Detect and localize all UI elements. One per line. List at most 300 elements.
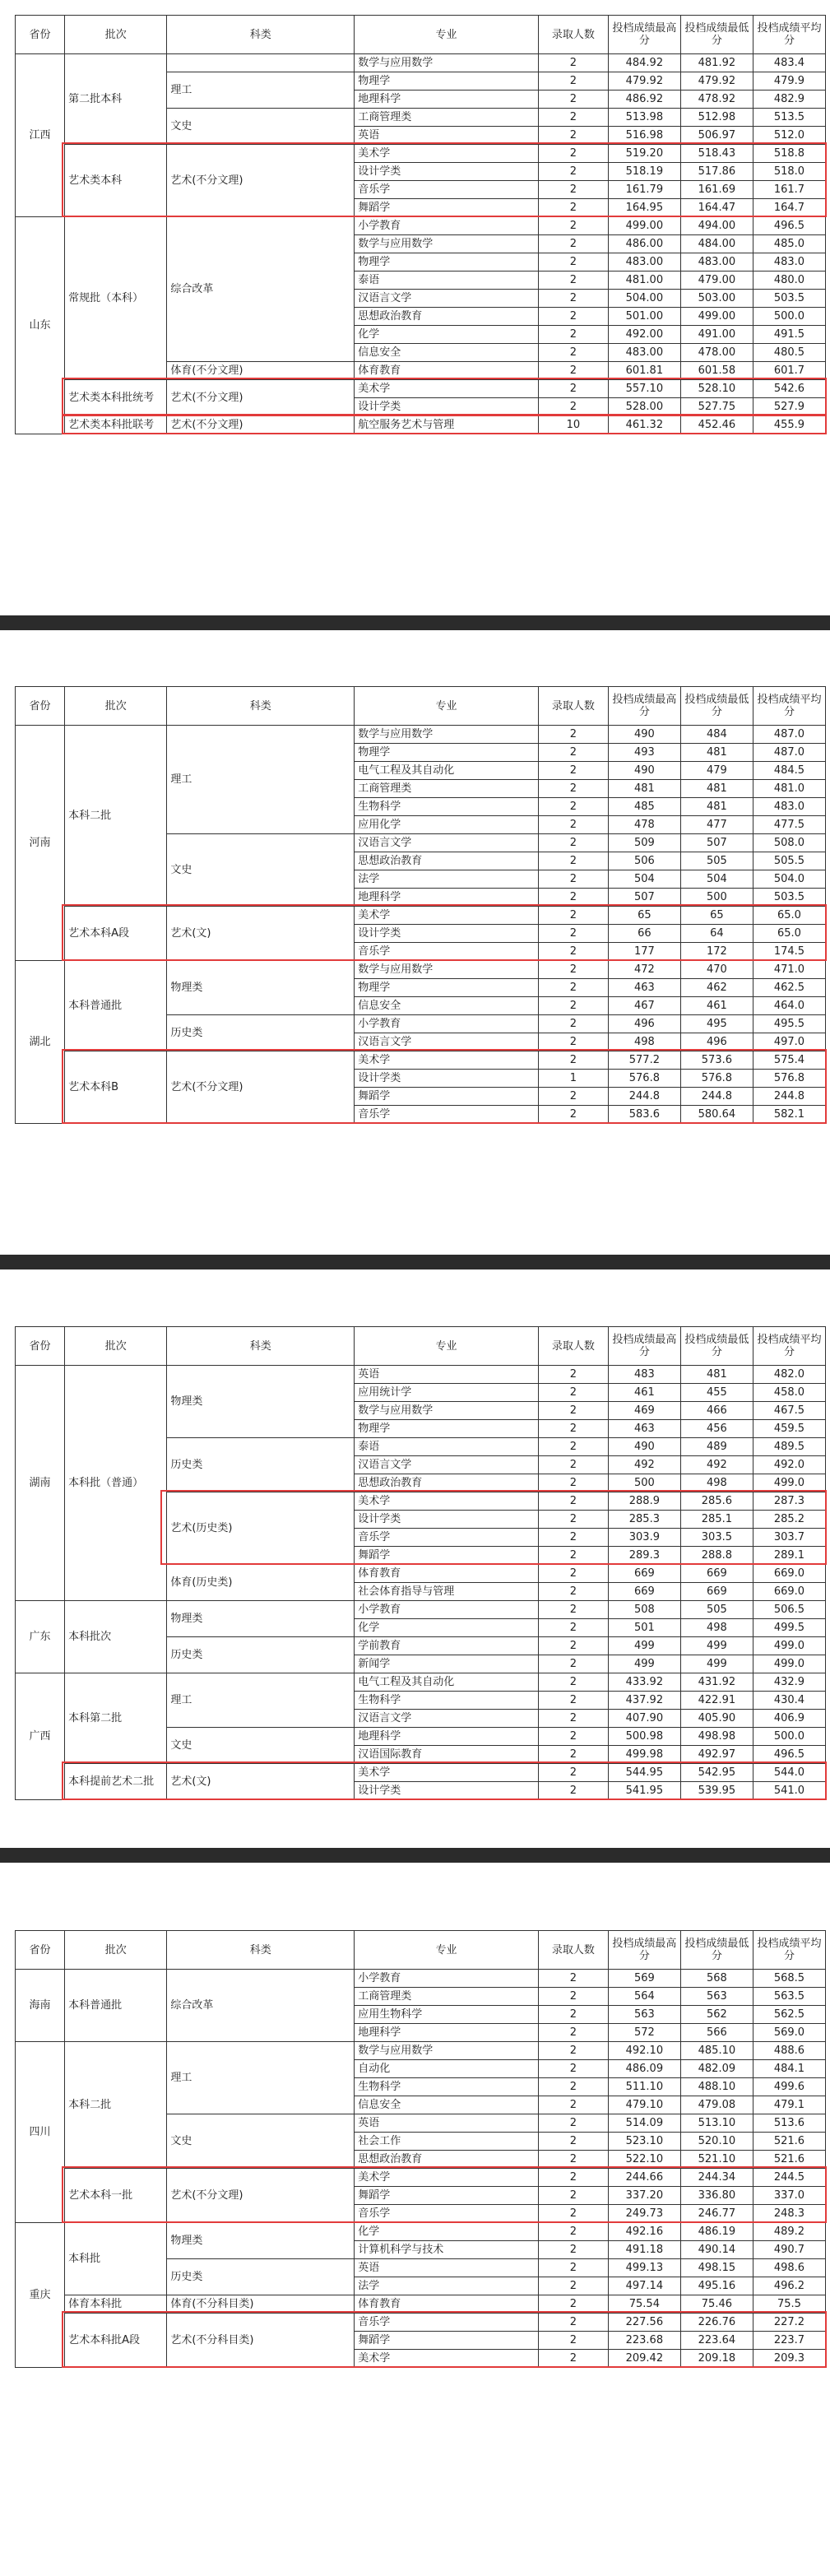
min-score-cell: 573.6 [680, 1051, 753, 1070]
avg-score-cell: 488.6 [753, 2042, 825, 2060]
min-score-cell: 528.10 [680, 380, 753, 398]
min-score-cell: 485.10 [680, 2042, 753, 2060]
avg-score-cell: 485.0 [753, 235, 825, 253]
avg-score-cell: 518.0 [753, 163, 825, 181]
avg-score-cell: 487.0 [753, 726, 825, 744]
max-score-cell: 285.3 [608, 1511, 680, 1529]
avg-score-cell: 289.1 [753, 1547, 825, 1565]
category-cell: 体育(历史类) [167, 1565, 355, 1601]
major-cell: 设计学类 [355, 1070, 539, 1088]
max-score-cell: 572 [608, 2024, 680, 2042]
max-score-cell: 499 [608, 1655, 680, 1673]
avg-score-cell: 563.5 [753, 1988, 825, 2006]
batch-cell: 艺术类本科批联考 [65, 416, 167, 434]
avg-score-cell: 458.0 [753, 1384, 825, 1402]
min-score-cell: 507 [680, 834, 753, 852]
batch-cell: 体育本科批 [65, 2295, 167, 2314]
batch-cell: 艺术本科一批 [65, 2169, 167, 2223]
column-header: 专业 [355, 687, 539, 726]
major-cell: 思想政治教育 [355, 852, 539, 870]
max-score-cell: 227.56 [608, 2314, 680, 2332]
enrolled-count-cell: 2 [538, 997, 608, 1015]
table-row [16, 2042, 826, 2060]
avg-score-cell: 483.0 [753, 798, 825, 816]
avg-score-cell: 500.0 [753, 1728, 825, 1746]
category-cell: 综合改革 [167, 1970, 355, 2042]
min-score-cell: 461 [680, 997, 753, 1015]
major-cell: 美术学 [355, 1492, 539, 1511]
max-score-cell: 492.00 [608, 326, 680, 344]
major-cell: 舞蹈学 [355, 2187, 539, 2205]
max-score-cell: 499 [608, 1637, 680, 1655]
major-cell: 汉语言文学 [355, 1456, 539, 1474]
avg-score-cell: 499.5 [753, 1619, 825, 1637]
min-score-cell: 65 [680, 907, 753, 925]
major-cell: 汉语言文学 [355, 1033, 539, 1051]
avg-score-cell: 479.9 [753, 72, 825, 91]
avg-score-cell: 482.9 [753, 91, 825, 109]
category-cell: 体育(不分文理) [167, 362, 355, 380]
enrolled-count-cell: 2 [538, 253, 608, 272]
enrolled-count-cell: 2 [538, 2350, 608, 2368]
province-cell: 广东 [16, 1601, 65, 1673]
category-cell: 理工 [167, 1673, 355, 1728]
min-score-cell: 517.86 [680, 163, 753, 181]
avg-score-cell: 161.7 [753, 181, 825, 199]
major-cell: 舞蹈学 [355, 1088, 539, 1106]
avg-score-cell: 483.0 [753, 253, 825, 272]
major-cell: 体育教育 [355, 2295, 539, 2314]
max-score-cell: 463 [608, 1420, 680, 1438]
header-row [16, 1327, 826, 1366]
min-score-cell: 495.16 [680, 2277, 753, 2295]
enrolled-count-cell: 2 [538, 889, 608, 907]
category-cell: 文史 [167, 109, 355, 145]
table-row [16, 2314, 826, 2332]
column-header: 投档成绩最低分 [680, 16, 753, 54]
category-cell: 物理类 [167, 2223, 355, 2259]
major-cell: 英语 [355, 2259, 539, 2277]
max-score-cell: 481 [608, 780, 680, 798]
major-cell: 舞蹈学 [355, 199, 539, 217]
major-cell: 体育教育 [355, 362, 539, 380]
table-row [16, 1673, 826, 1692]
major-cell: 音乐学 [355, 1529, 539, 1547]
enrolled-count-cell: 2 [538, 1764, 608, 1782]
category-cell: 文史 [167, 1728, 355, 1764]
avg-score-cell: 492.0 [753, 1456, 825, 1474]
enrolled-count-cell: 2 [538, 1710, 608, 1728]
max-score-cell: 244.8 [608, 1088, 680, 1106]
enrolled-count-cell: 2 [538, 54, 608, 72]
major-cell: 信息安全 [355, 344, 539, 362]
max-score-cell: 483 [608, 1366, 680, 1384]
table-row [16, 2223, 826, 2241]
min-score-cell: 431.92 [680, 1673, 753, 1692]
max-score-cell: 499.13 [608, 2259, 680, 2277]
major-cell: 化学 [355, 2223, 539, 2241]
major-cell: 美术学 [355, 380, 539, 398]
enrolled-count-cell: 2 [538, 979, 608, 997]
min-score-cell: 479.92 [680, 72, 753, 91]
enrolled-count-cell: 2 [538, 235, 608, 253]
major-cell: 物理学 [355, 72, 539, 91]
min-score-cell: 484.00 [680, 235, 753, 253]
enrolled-count-cell: 2 [538, 2078, 608, 2096]
min-score-cell: 456 [680, 1420, 753, 1438]
avg-score-cell: 482.0 [753, 1366, 825, 1384]
major-cell: 英语 [355, 2114, 539, 2133]
min-score-cell: 478.92 [680, 91, 753, 109]
avg-score-cell: 569.0 [753, 2024, 825, 2042]
batch-cell: 艺术本科批A段 [65, 2314, 167, 2368]
major-cell: 设计学类 [355, 1511, 539, 1529]
column-header: 科类 [167, 1931, 355, 1970]
min-score-cell: 479 [680, 762, 753, 780]
enrolled-count-cell: 2 [538, 2314, 608, 2332]
column-header: 投档成绩最低分 [680, 1931, 753, 1970]
enrolled-count-cell: 2 [538, 1474, 608, 1492]
max-score-cell: 499.98 [608, 1746, 680, 1764]
enrolled-count-cell: 2 [538, 1673, 608, 1692]
province-cell: 江西 [16, 54, 65, 217]
province-cell: 广西 [16, 1673, 65, 1800]
category-cell: 艺术(不分文理) [167, 416, 355, 434]
min-score-cell: 494.00 [680, 217, 753, 235]
min-score-cell: 477 [680, 816, 753, 834]
batch-cell: 艺术本科A段 [65, 907, 167, 961]
max-score-cell: 576.8 [608, 1070, 680, 1088]
category-cell: 理工 [167, 726, 355, 834]
min-score-cell: 164.47 [680, 199, 753, 217]
major-cell: 新闻学 [355, 1655, 539, 1673]
avg-score-cell: 430.4 [753, 1692, 825, 1710]
batch-cell: 艺术类本科批统考 [65, 380, 167, 416]
admission-table [15, 1930, 826, 2368]
enrolled-count-cell: 2 [538, 1655, 608, 1673]
max-score-cell: 469 [608, 1402, 680, 1420]
major-cell: 舞蹈学 [355, 2332, 539, 2350]
min-score-cell: 518.43 [680, 145, 753, 163]
enrolled-count-cell: 2 [538, 91, 608, 109]
batch-cell: 本科批（普通） [65, 1366, 167, 1601]
min-score-cell: 209.18 [680, 2350, 753, 2368]
enrolled-count-cell: 2 [538, 1492, 608, 1511]
min-score-cell: 484 [680, 726, 753, 744]
table-row [16, 416, 826, 434]
table-row [16, 380, 826, 398]
major-cell: 英语 [355, 127, 539, 145]
avg-score-cell: 499.6 [753, 2078, 825, 2096]
max-score-cell: 486.00 [608, 235, 680, 253]
avg-score-cell: 521.6 [753, 2133, 825, 2151]
enrolled-count-cell: 2 [538, 109, 608, 127]
min-score-cell: 568 [680, 1970, 753, 1988]
major-cell: 应用统计学 [355, 1384, 539, 1402]
table-row [16, 907, 826, 925]
max-score-cell: 557.10 [608, 380, 680, 398]
avg-score-cell: 513.5 [753, 109, 825, 127]
min-score-cell: 285.1 [680, 1511, 753, 1529]
max-score-cell: 497.14 [608, 2277, 680, 2295]
major-cell: 自动化 [355, 2060, 539, 2078]
major-cell: 汉语言文学 [355, 834, 539, 852]
column-header: 省份 [16, 687, 65, 726]
enrolled-count-cell: 2 [538, 1728, 608, 1746]
enrolled-count-cell: 2 [538, 2295, 608, 2314]
max-score-cell: 519.20 [608, 145, 680, 163]
column-header: 投档成绩最高分 [608, 16, 680, 54]
avg-score-cell: 496.5 [753, 217, 825, 235]
major-cell: 体育教育 [355, 1565, 539, 1583]
major-cell: 地理科学 [355, 889, 539, 907]
major-cell: 泰语 [355, 272, 539, 290]
min-score-cell: 505 [680, 852, 753, 870]
province-cell: 山东 [16, 217, 65, 434]
major-cell: 美术学 [355, 145, 539, 163]
category-cell: 理工 [167, 2042, 355, 2114]
table-row [16, 726, 826, 744]
max-score-cell: 461 [608, 1384, 680, 1402]
category-cell: 艺术(不分科目类) [167, 2314, 355, 2368]
major-cell: 小学教育 [355, 1601, 539, 1619]
max-score-cell: 501 [608, 1619, 680, 1637]
major-cell: 数学与应用数学 [355, 726, 539, 744]
category-cell: 历史类 [167, 2259, 355, 2295]
avg-score-cell: 541.0 [753, 1782, 825, 1800]
min-score-cell: 479.08 [680, 2096, 753, 2114]
enrolled-count-cell: 2 [538, 2205, 608, 2223]
column-header: 省份 [16, 1327, 65, 1366]
section-divider [0, 1848, 830, 1863]
min-score-cell: 498 [680, 1474, 753, 1492]
batch-cell: 本科批 [65, 2223, 167, 2295]
province-cell: 重庆 [16, 2223, 65, 2368]
column-header: 投档成绩最高分 [608, 687, 680, 726]
min-score-cell: 520.10 [680, 2133, 753, 2151]
avg-score-cell: 462.5 [753, 979, 825, 997]
max-score-cell: 66 [608, 925, 680, 943]
enrolled-count-cell: 2 [538, 834, 608, 852]
major-cell: 设计学类 [355, 163, 539, 181]
enrolled-count-cell: 2 [538, 2024, 608, 2042]
province-cell: 湖北 [16, 961, 65, 1124]
table-row [16, 1051, 826, 1070]
min-score-cell: 499.00 [680, 308, 753, 326]
table-row [16, 145, 826, 163]
min-score-cell: 226.76 [680, 2314, 753, 2332]
major-cell: 信息安全 [355, 997, 539, 1015]
major-cell: 应用化学 [355, 816, 539, 834]
enrolled-count-cell: 2 [538, 2114, 608, 2133]
max-score-cell: 498 [608, 1033, 680, 1051]
major-cell: 数学与应用数学 [355, 961, 539, 979]
enrolled-count-cell: 2 [538, 1970, 608, 1988]
enrolled-count-cell: 2 [538, 798, 608, 816]
max-score-cell: 509 [608, 834, 680, 852]
category-cell [167, 54, 355, 72]
header-row [16, 16, 826, 54]
max-score-cell: 303.9 [608, 1529, 680, 1547]
batch-cell: 本科普通批 [65, 1970, 167, 2042]
category-cell: 艺术(不分文理) [167, 145, 355, 217]
batch-cell: 本科提前艺术二批 [65, 1764, 167, 1800]
min-score-cell: 492.97 [680, 1746, 753, 1764]
major-cell: 音乐学 [355, 1106, 539, 1124]
min-score-cell: 481 [680, 1366, 753, 1384]
min-score-cell: 496 [680, 1033, 753, 1051]
enrolled-count-cell: 2 [538, 2259, 608, 2277]
min-score-cell: 498.98 [680, 1728, 753, 1746]
min-score-cell: 483.00 [680, 253, 753, 272]
max-score-cell: 522.10 [608, 2151, 680, 2169]
max-score-cell: 492.16 [608, 2223, 680, 2241]
major-cell: 工商管理类 [355, 1988, 539, 2006]
avg-score-cell: 480.5 [753, 344, 825, 362]
major-cell: 设计学类 [355, 398, 539, 416]
enrolled-count-cell: 2 [538, 272, 608, 290]
avg-score-cell: 337.0 [753, 2187, 825, 2205]
major-cell: 生物科学 [355, 1692, 539, 1710]
major-cell: 思想政治教育 [355, 308, 539, 326]
category-cell: 综合改革 [167, 217, 355, 362]
major-cell: 小学教育 [355, 217, 539, 235]
avg-score-cell: 503.5 [753, 889, 825, 907]
enrolled-count-cell: 2 [538, 2133, 608, 2151]
enrolled-count-cell: 2 [538, 145, 608, 163]
min-score-cell: 580.64 [680, 1106, 753, 1124]
min-score-cell: 539.95 [680, 1782, 753, 1800]
header-row [16, 687, 826, 726]
avg-score-cell: 568.5 [753, 1970, 825, 1988]
category-cell: 物理类 [167, 1601, 355, 1637]
batch-cell: 艺术类本科 [65, 145, 167, 217]
enrolled-count-cell: 2 [538, 1438, 608, 1456]
major-cell: 数学与应用数学 [355, 2042, 539, 2060]
avg-score-cell: 489.2 [753, 2223, 825, 2241]
category-cell: 艺术(文) [167, 1764, 355, 1800]
admission-table [15, 686, 826, 1124]
column-header: 专业 [355, 16, 539, 54]
major-cell: 设计学类 [355, 925, 539, 943]
avg-score-cell: 65.0 [753, 925, 825, 943]
max-score-cell: 583.6 [608, 1106, 680, 1124]
min-score-cell: 244.8 [680, 1088, 753, 1106]
max-score-cell: 461.32 [608, 416, 680, 434]
major-cell: 地理科学 [355, 2024, 539, 2042]
min-score-cell: 455 [680, 1384, 753, 1402]
max-score-cell: 496 [608, 1015, 680, 1033]
major-cell: 泰语 [355, 1438, 539, 1456]
major-cell: 社会工作 [355, 2133, 539, 2151]
avg-score-cell: 513.6 [753, 2114, 825, 2133]
province-cell: 湖南 [16, 1366, 65, 1601]
avg-score-cell: 459.5 [753, 1420, 825, 1438]
min-score-cell: 336.80 [680, 2187, 753, 2205]
major-cell: 物理学 [355, 253, 539, 272]
min-score-cell: 486.19 [680, 2223, 753, 2241]
avg-score-cell: 491.5 [753, 326, 825, 344]
avg-score-cell: 512.0 [753, 127, 825, 145]
max-score-cell: 492 [608, 1456, 680, 1474]
min-score-cell: 303.5 [680, 1529, 753, 1547]
avg-score-cell: 496.5 [753, 1746, 825, 1764]
max-score-cell: 486.09 [608, 2060, 680, 2078]
enrolled-count-cell: 2 [538, 1106, 608, 1124]
enrolled-count-cell: 1 [538, 1070, 608, 1088]
max-score-cell: 288.9 [608, 1492, 680, 1511]
avg-score-cell: 669.0 [753, 1583, 825, 1601]
avg-score-cell: 223.7 [753, 2332, 825, 2350]
min-score-cell: 478.00 [680, 344, 753, 362]
avg-score-cell: 504.0 [753, 870, 825, 889]
enrolled-count-cell: 2 [538, 127, 608, 145]
major-cell: 物理学 [355, 979, 539, 997]
column-header: 科类 [167, 687, 355, 726]
max-score-cell: 472 [608, 961, 680, 979]
major-cell: 社会体育指导与管理 [355, 1583, 539, 1601]
min-score-cell: 172 [680, 943, 753, 961]
enrolled-count-cell: 2 [538, 1402, 608, 1420]
min-score-cell: 161.69 [680, 181, 753, 199]
major-cell: 美术学 [355, 1764, 539, 1782]
min-score-cell: 482.09 [680, 2060, 753, 2078]
max-score-cell: 564 [608, 1988, 680, 2006]
avg-score-cell: 527.9 [753, 398, 825, 416]
column-header: 投档成绩平均分 [753, 1931, 825, 1970]
enrolled-count-cell: 2 [538, 1547, 608, 1565]
column-header: 批次 [65, 16, 167, 54]
max-score-cell: 407.90 [608, 1710, 680, 1728]
max-score-cell: 161.79 [608, 181, 680, 199]
max-score-cell: 437.92 [608, 1692, 680, 1710]
major-cell: 舞蹈学 [355, 1547, 539, 1565]
enrolled-count-cell: 2 [538, 362, 608, 380]
column-header: 投档成绩最低分 [680, 687, 753, 726]
enrolled-count-cell: 2 [538, 2006, 608, 2024]
avg-score-cell: 471.0 [753, 961, 825, 979]
min-score-cell: 288.8 [680, 1547, 753, 1565]
category-cell: 艺术(历史类) [167, 1492, 355, 1565]
min-score-cell: 506.97 [680, 127, 753, 145]
major-cell: 思想政治教育 [355, 1474, 539, 1492]
enrolled-count-cell: 2 [538, 870, 608, 889]
max-score-cell: 577.2 [608, 1051, 680, 1070]
avg-score-cell: 575.4 [753, 1051, 825, 1070]
avg-score-cell: 669.0 [753, 1565, 825, 1583]
enrolled-count-cell: 2 [538, 1619, 608, 1637]
max-score-cell: 669 [608, 1583, 680, 1601]
category-cell: 艺术(不分文理) [167, 1051, 355, 1124]
category-cell: 历史类 [167, 1438, 355, 1492]
enrolled-count-cell: 2 [538, 2096, 608, 2114]
min-score-cell: 481 [680, 780, 753, 798]
major-cell: 地理科学 [355, 91, 539, 109]
min-score-cell: 566 [680, 2024, 753, 2042]
min-score-cell: 498.15 [680, 2259, 753, 2277]
min-score-cell: 462 [680, 979, 753, 997]
column-header: 录取人数 [538, 1327, 608, 1366]
min-score-cell: 481 [680, 798, 753, 816]
major-cell: 物理学 [355, 744, 539, 762]
major-cell: 地理科学 [355, 1728, 539, 1746]
max-score-cell: 337.20 [608, 2187, 680, 2205]
max-score-cell: 514.09 [608, 2114, 680, 2133]
max-score-cell: 601.81 [608, 362, 680, 380]
min-score-cell: 481.92 [680, 54, 753, 72]
min-score-cell: 576.8 [680, 1070, 753, 1088]
major-cell: 音乐学 [355, 943, 539, 961]
